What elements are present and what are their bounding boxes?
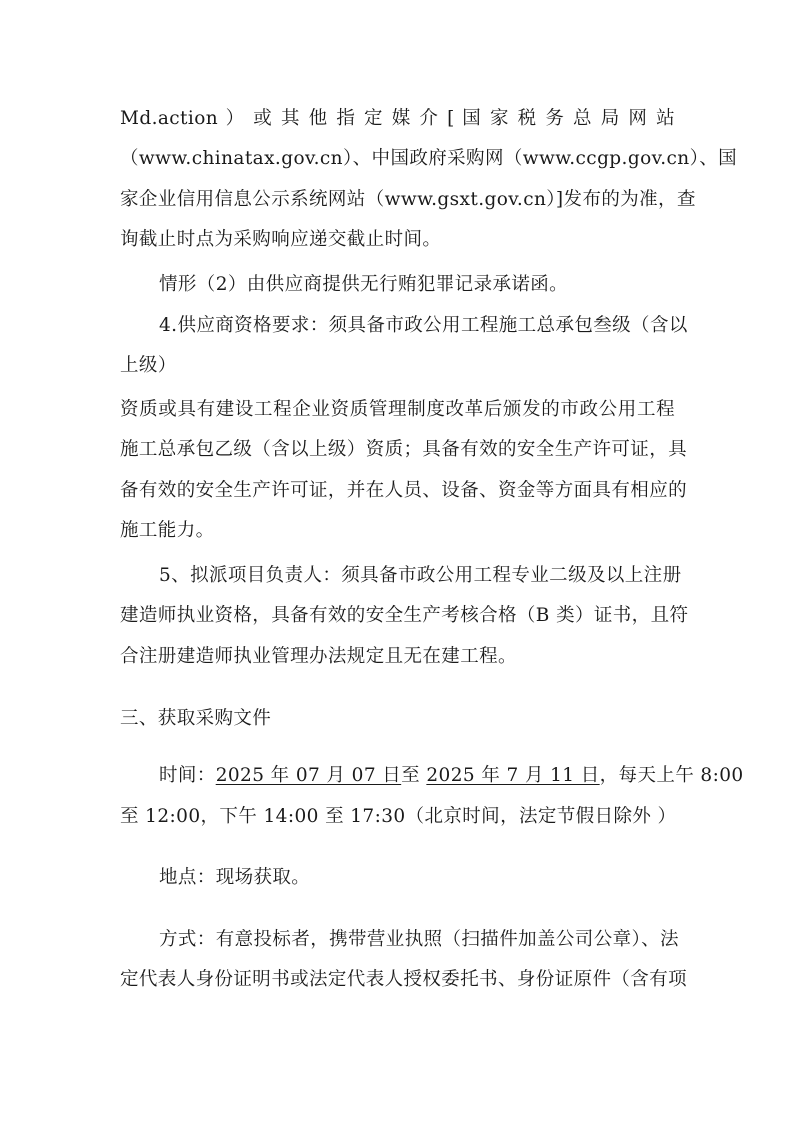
text-line: 备有效的安全生产许可证，并在人员、设备、资金等方面具有相应的: [120, 480, 688, 501]
time-to: 至: [401, 765, 427, 786]
text-line: 家企业信用信息公示系统网站（www.gsxt.gov.cn）]发布的为准，查: [120, 189, 696, 210]
text-line: 询截止时点为采购响应递交截止时间。: [120, 229, 442, 250]
time-end-date: 2025 年 7 月 11 日: [426, 765, 600, 786]
text-line: 5、拟派项目负责人：须具备市政公用工程专业二级及以上注册: [159, 565, 682, 586]
text-line: （www.chinatax.gov.cn）、中国政府采购网（www.ccgp.gov.cn）、国: [120, 148, 738, 169]
text-line: 上级）: [120, 355, 177, 376]
text-line: 施工总承包乙级（含以上级）资质；具备有效的安全生产许可证，具: [120, 439, 688, 460]
text-line: Md.action ） 或 其 他 指 定 媒 介 [ 国 家 税 务 总 局 网 站: [120, 108, 675, 129]
text-line: 情形（2）由供应商提供无行贿犯罪记录承诺函。: [159, 274, 569, 295]
section-heading: 三、获取采购文件: [120, 708, 272, 729]
time-label: 时间：: [159, 765, 216, 786]
text-line: 4.供应商资格要求：须具备市政公用工程施工总承包叁级（含以: [159, 315, 688, 336]
text-line: 方式：有意投标者，携带营业执照（扫描件加盖公司公章）、法: [159, 929, 679, 950]
text-line: 合注册建造师执业管理办法规定且无在建工程。: [120, 646, 517, 667]
text-line: 定代表人身份证明书或法定代表人授权委托书、身份证原件（含有项: [120, 969, 688, 990]
text-line: 至 12:00，下午 14:00 至 17:30（北京时间，法定节假日除外 ）: [120, 806, 677, 827]
text-line: 建造师执业资格，具备有效的安全生产考核合格（B 类）证书，且符: [120, 605, 689, 626]
time-start-date: 2025 年 07 月 07 日: [215, 765, 402, 786]
time-line: [159, 763, 744, 789]
text-line: 施工能力。: [120, 520, 215, 541]
text-line: 资质或具有建设工程企业资质管理制度改革后颁发的市政公用工程: [120, 399, 675, 420]
location-line: 地点：现场获取。: [159, 867, 311, 888]
time-rest: ，每天上午 8:00: [599, 765, 744, 786]
